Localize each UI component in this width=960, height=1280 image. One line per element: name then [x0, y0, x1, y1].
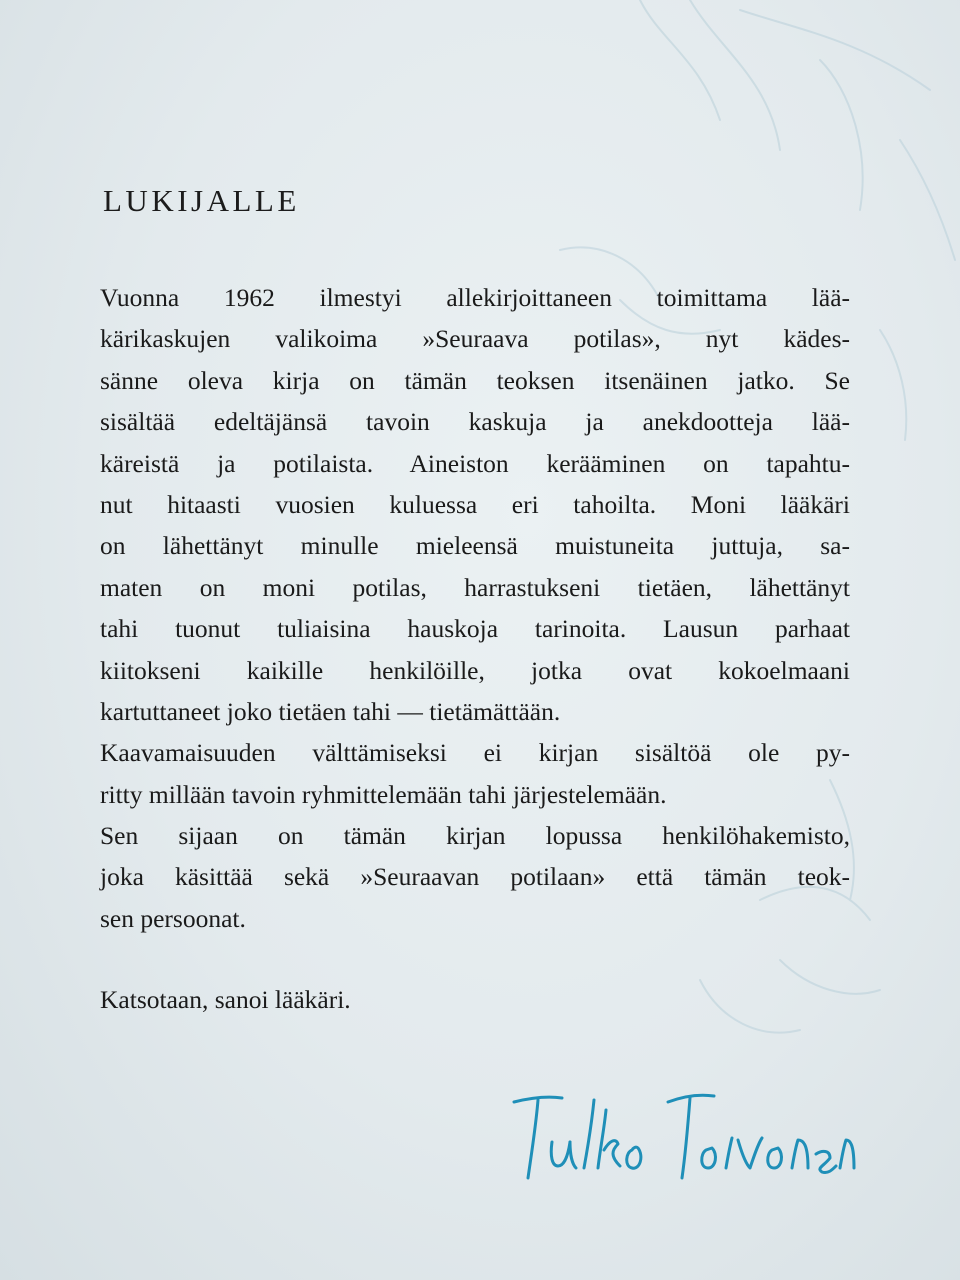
- text-line: sisältää edeltäjänsä tavoin kaskuja ja anekdootteja lää-: [100, 407, 850, 437]
- text-line: maten on moni potilas, harrastukseni tietäen, lähettänyt: [100, 572, 850, 602]
- text-line: Kaavamaisuuden välttämiseksi ei kirjan sisältöä ole py-: [100, 738, 850, 768]
- text-line: sen persoonat.: [100, 903, 246, 933]
- text-line: kärikaskujen valikoima »Seuraava potilas», nyt kädes-: [100, 324, 850, 354]
- text-line: käreistä ja potilaista. Aineiston kerääminen on tapahtu-: [100, 448, 850, 478]
- foreword-paragraph: [100, 277, 850, 939]
- text-line: on lähettänyt minulle mieleensä muistuneita juttuja, sa-: [100, 531, 850, 561]
- text-line: Sen sijaan on tämän kirjan lopussa henkilöhakemisto,: [100, 821, 850, 851]
- handwritten-signature: [500, 1080, 860, 1190]
- text-line: ritty millään tavoin ryhmittelemään tahi järjestelemään.: [100, 779, 667, 809]
- text-line: kiitokseni kaikille henkilöille, jotka ovat kokoelmaani: [100, 655, 850, 685]
- text-line: joka käsittää sekä »Seuraavan potilaan» että tämän teok-: [100, 862, 850, 892]
- text-line: tahi tuonut tuliaisina hauskoja tarinoita. Lausun parhaat: [100, 614, 850, 644]
- text-line: kartuttaneet joko tietäen tahi — tietämättään.: [100, 696, 561, 726]
- text-line: Vuonna 1962 ilmestyi allekirjoittaneen toimittama lää-: [100, 283, 850, 312]
- text-line: nut hitaasti vuosien kuluessa eri tahoilta. Moni lääkäri: [100, 489, 850, 519]
- text-line: sänne oleva kirja on tämän teoksen itsenäinen jatko. Se: [100, 365, 850, 395]
- closing-line: Katsotaan, sanoi lääkäri.: [100, 985, 351, 1014]
- page-title: LUKIJALLE: [103, 183, 300, 218]
